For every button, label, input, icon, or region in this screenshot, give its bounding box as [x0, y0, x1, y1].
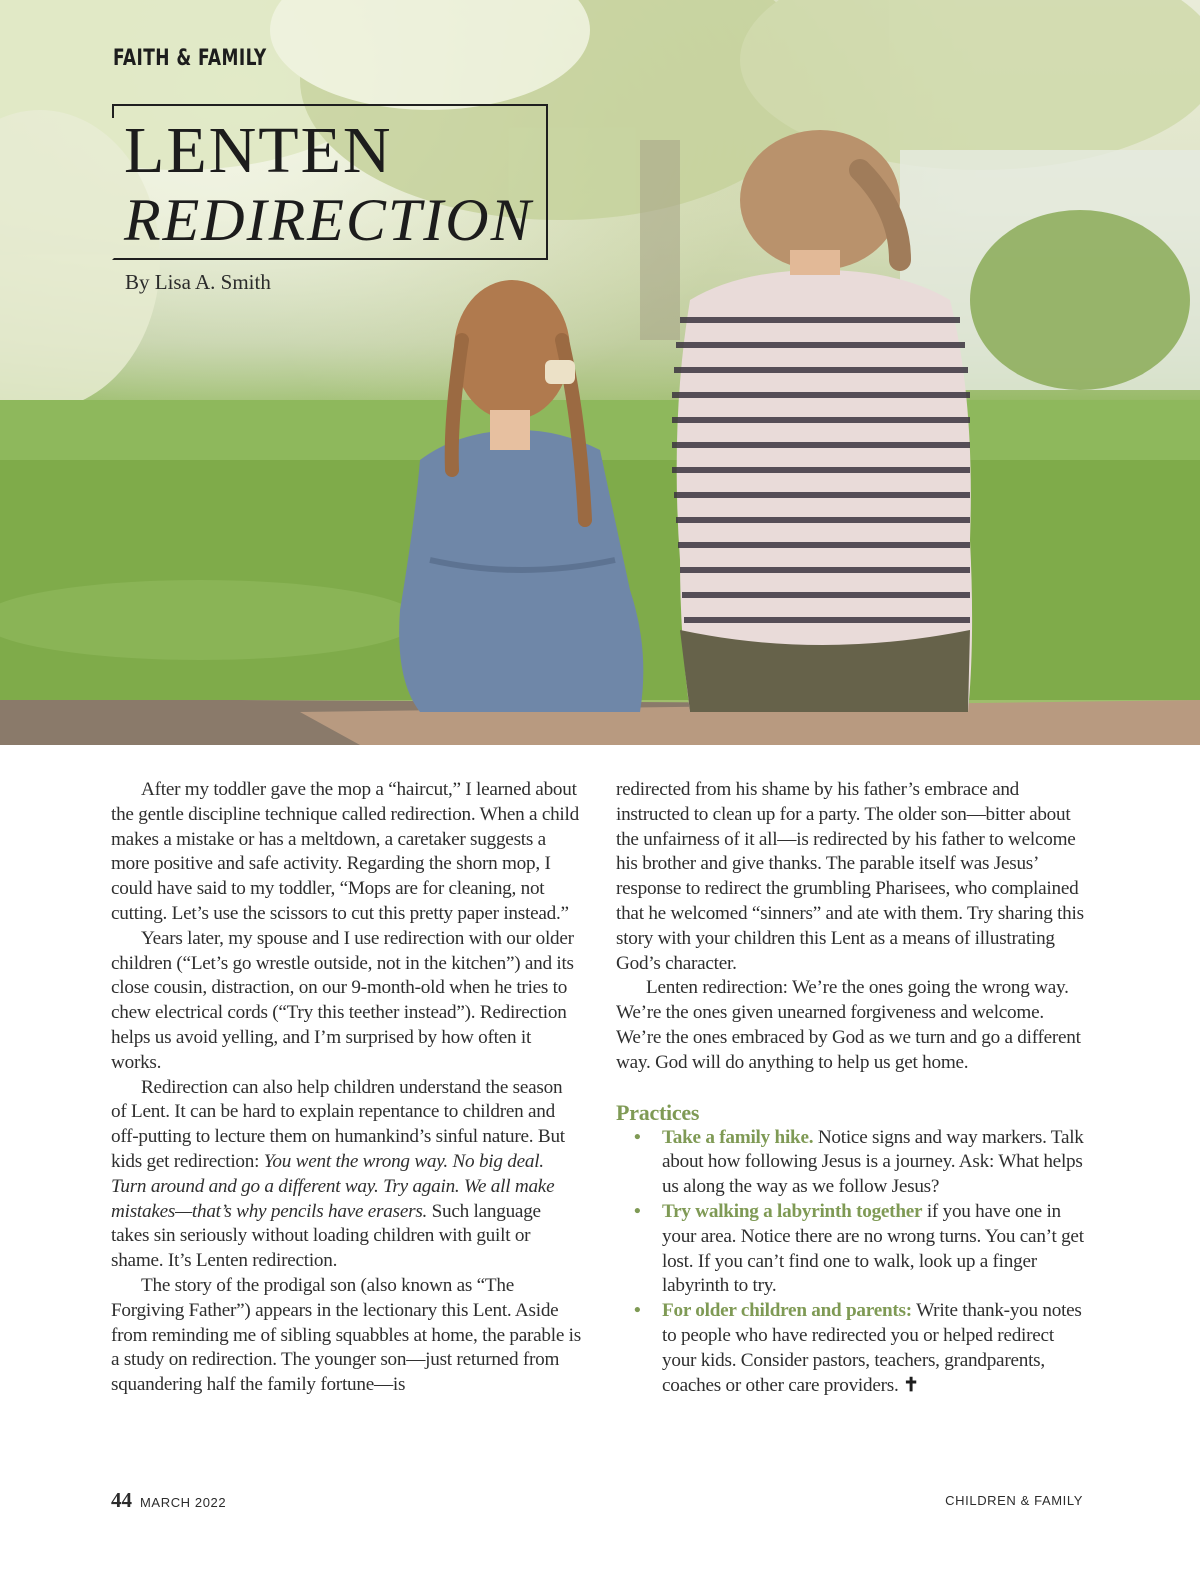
paragraph: Years later, my spouse and I use redirection with our older children (“Let’s go wrestle outside, not in the kitchen”) and its close cousin, distraction, on our 9-month-old when he tries to chew electrical cords (“Try this teether instead”). Redirection helps us avoid yelling, and I’m surprised by how often it works. [111, 927, 574, 1073]
page-number: 44 [111, 1488, 132, 1512]
section-tag: FAITH & FAMILY [113, 46, 267, 71]
list-item [616, 1200, 1086, 1299]
practice-lead: Try walking a labyrinth together [662, 1200, 923, 1222]
bullet-icon: • [634, 1300, 641, 1322]
practice-text: Notice signs and way markers. Talk about how following Jesus is a journey. Ask: What helps us along the way as we follow Jesus? [662, 1126, 1084, 1198]
issue-date: MARCH 2022 [140, 1495, 227, 1510]
practice-lead: Take a family hike. [662, 1126, 814, 1148]
cross-icon: ✝ [903, 1374, 919, 1396]
article-column-right [616, 778, 1086, 1398]
title-box [112, 104, 548, 260]
byline: By Lisa A. Smith [125, 270, 271, 294]
paragraph-text: Redirection can also help children understand the season of Lent. It can be hard to explain repentance to children and off-putting to lecture them on humankind’s sinful nature. But kids get redirection: [111, 1076, 565, 1172]
paragraph: redirected from his shame by his father’s embrace and instructed to clean up for a party. The older son—bitter about the unfairness of it all—is redirected by his father to welcome his brother and give thanks. The parable itself was Jesus’ response to redirect the grumbling Pharisees, who complained that he welcomed “sinners” and ate with them. Try sharing this story with your children this Lent as a means of illustrating God’s character. [616, 779, 1084, 974]
paragraph: Lenten redirection: We’re the ones going the wrong way. We’re the ones given unearned forgiveness and welcome. We’re the ones embraced by God as we turn and go a different way. God will do anything to help us get home. [616, 977, 1081, 1073]
italic-quote: You went the wrong way. No big deal. Turn around and go a different way. Try again. We all make mistakes—that’s why pencils have erasers. [111, 1150, 555, 1222]
paragraph: The story of the prodigal son (also known as “The Forgiving Father”) appears in the lectionary this Lent. Aside from reminding me of sibling squabbles at home, the parable is a study on redirection. The younger son—just returned from squandering half the family fortune—is [111, 1274, 581, 1396]
bullet-icon: • [634, 1200, 641, 1222]
headline-line-2: REDIRECTION [124, 187, 533, 253]
paragraph: After my toddler gave the mop a “haircut,” I learned about the gentle discipline technique called redirection. When a child makes a mistake or has a meltdown, a caretaker suggests a more positive and safe activity. Regarding the shorn mop, I could have said to my toddler, “Mops are for cleaning, not cutting. Let’s use the scissors to cut this pretty paper instead.” [111, 779, 579, 924]
paragraph [111, 1076, 581, 1274]
paragraph-text: Such language takes sin seriously without loading children with guilt or shame. It’s Lenten redirection. [111, 1200, 541, 1272]
practices-list [616, 1126, 1086, 1399]
hero-photo [0, 0, 1200, 745]
article-column-left [111, 778, 581, 1398]
practice-text: Write thank-you notes to people who have redirected you or helped redirect your kids. Consider pastors, teachers, grandparents, coaches or other care providers. [662, 1300, 1082, 1396]
practices-heading: Practices [616, 1099, 700, 1125]
publication-name: CHILDREN & FAMILY [945, 1493, 1083, 1508]
folio [111, 1488, 226, 1513]
list-item [616, 1126, 1086, 1200]
bullet-icon: • [634, 1126, 641, 1148]
practice-text: if you have one in your area. Notice there are no wrong turns. You can’t get lost. If you can’t find one to walk, look up a finger labyrinth to try. [662, 1200, 1084, 1297]
headline-line-1: LENTEN [124, 114, 393, 187]
list-item [616, 1299, 1086, 1398]
practice-lead: For older children and parents: [662, 1300, 912, 1322]
